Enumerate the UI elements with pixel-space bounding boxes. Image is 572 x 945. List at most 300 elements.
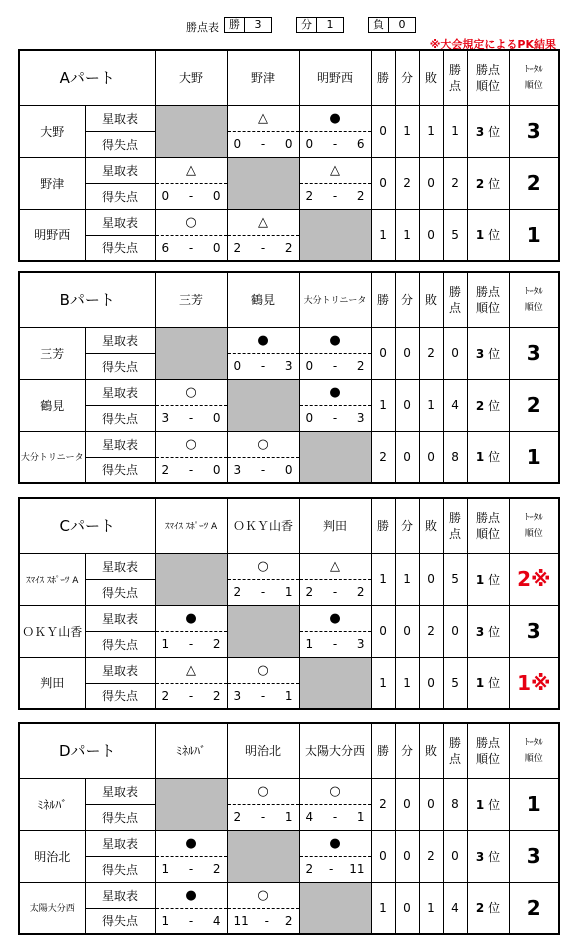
result-mark: ● (299, 605, 371, 631)
header-wins: 勝 (371, 498, 395, 553)
wins: 0 (371, 605, 395, 657)
header-losses: 敗 (419, 498, 443, 553)
score (228, 359, 299, 373)
self-cell (299, 882, 371, 934)
header-points-line1: 勝 (449, 510, 462, 525)
draws: 0 (395, 327, 419, 379)
score (156, 189, 227, 203)
score-for: 2 (161, 462, 170, 477)
team-header: 判田 (299, 498, 371, 553)
wins: 2 (371, 778, 395, 830)
header-losses: 敗 (419, 723, 443, 778)
score-cell (299, 631, 371, 657)
header-points-line2: 点 (449, 78, 462, 93)
points: 4 (443, 379, 467, 431)
header-total-rank (509, 498, 559, 553)
part-name: Dパート (19, 723, 155, 778)
score-dash: - (260, 359, 266, 373)
header-wins: 勝 (371, 50, 395, 105)
header-points-rank (467, 723, 509, 778)
header-rank-line2: 順位 (476, 300, 501, 315)
points: 5 (443, 209, 467, 261)
goal-label: 得失点 (85, 631, 155, 657)
wins: 0 (371, 157, 395, 209)
score (156, 689, 227, 703)
score-against: 3 (356, 411, 365, 425)
header-draws: 分 (395, 498, 419, 553)
rank-unit: 位 (488, 398, 501, 413)
star-label: 星取表 (85, 553, 155, 579)
header-points (443, 272, 467, 327)
points-rank (467, 553, 509, 605)
result-mark: ● (155, 830, 227, 856)
star-label: 星取表 (85, 778, 155, 804)
score-dash: - (260, 240, 266, 255)
star-label: 星取表 (85, 379, 155, 405)
team-header: ﾐﾈﾙﾊﾞ (155, 723, 227, 778)
header-total-line2: 順位 (524, 753, 543, 764)
header-points (443, 498, 467, 553)
header-rank-line2: 順位 (476, 526, 501, 541)
header-points-rank (467, 50, 509, 105)
header-wins: 勝 (371, 723, 395, 778)
wins: 1 (371, 882, 395, 934)
score-dash: - (188, 189, 194, 203)
total-rank: 2※ (509, 553, 559, 605)
header-points-line1: 勝 (449, 62, 462, 77)
result-mark: ● (299, 830, 371, 856)
team-name: 明治北 (19, 830, 85, 882)
score-dash: - (188, 462, 194, 477)
result-mark: ○ (227, 431, 299, 457)
score (300, 810, 371, 824)
score-against: 2 (356, 189, 365, 203)
total-rank: 1 (509, 209, 559, 261)
header-total-line2: 順位 (524, 302, 543, 313)
rank-unit: 位 (488, 346, 501, 361)
score-for: 3 (161, 411, 170, 425)
part-table (18, 271, 560, 484)
score-against: 11 (349, 862, 365, 876)
points-rank (467, 379, 509, 431)
rank-unit: 位 (488, 849, 501, 864)
legend-loss-points: 0 (388, 18, 415, 32)
score-for: 0 (305, 137, 314, 151)
header-rank-line2: 順位 (475, 751, 500, 766)
legend-win-box (224, 17, 272, 33)
score-against: 1 (356, 810, 365, 824)
losses: 1 (419, 882, 443, 934)
losses: 2 (419, 605, 443, 657)
score-against: 2 (284, 240, 293, 255)
score-against: 0 (284, 462, 293, 477)
result-mark: ● (155, 605, 227, 631)
rank-number: 1 (475, 676, 485, 691)
score (156, 463, 227, 477)
score-dash: - (332, 137, 338, 151)
star-label: 星取表 (85, 157, 155, 183)
draws: 0 (395, 379, 419, 431)
header-rank-line1: 勝点 (476, 510, 501, 525)
self-cell (155, 778, 227, 830)
rank-unit: 位 (488, 228, 501, 243)
team-header: ｽﾏｲｽ ｽﾎﾟｰﾂ A (155, 498, 227, 553)
star-label: 星取表 (85, 327, 155, 353)
wins: 0 (371, 105, 395, 157)
score-cell (299, 579, 371, 605)
rank-unit: 位 (488, 901, 501, 916)
score-cell (155, 457, 227, 483)
points-rank (467, 157, 509, 209)
score-against: 2 (212, 637, 221, 651)
team-header: 三芳 (155, 272, 227, 327)
self-cell (155, 553, 227, 605)
points-rank (467, 882, 509, 934)
rank-unit: 位 (488, 176, 501, 191)
points-rank (467, 605, 509, 657)
score-cell (299, 856, 371, 882)
legend-draw-label: 分 (301, 18, 312, 31)
legend-draw-box (296, 17, 344, 33)
wins: 0 (371, 327, 395, 379)
points-legend (0, 17, 572, 35)
result-mark: ● (299, 379, 371, 405)
wins: 1 (371, 553, 395, 605)
total-rank: 3 (509, 327, 559, 379)
score-against: 0 (212, 411, 221, 425)
header-total-line1: ﾄｰﾀﾙ (524, 737, 543, 748)
score-against: 3 (284, 359, 293, 373)
part-name: Cパート (19, 498, 155, 553)
score-for: 2 (305, 862, 314, 876)
result-mark: △ (227, 105, 299, 131)
rank-unit: 位 (488, 676, 501, 691)
score-against: 6 (356, 137, 365, 151)
wins: 1 (371, 209, 395, 261)
header-total-line2: 順位 (524, 528, 543, 539)
rank-number: 1 (475, 228, 485, 243)
legend-win-points: 3 (244, 18, 271, 32)
score-cell (227, 908, 299, 934)
goal-label: 得失点 (85, 579, 155, 605)
team-name: ｽﾏｲｽ ｽﾎﾟｰﾂ A (19, 553, 85, 605)
score-against: 0 (212, 240, 221, 255)
team-header: ＯＫＹ山香 (227, 498, 299, 553)
score-for: 11 (233, 913, 249, 928)
score-cell (155, 631, 227, 657)
score-against: 2 (356, 585, 365, 599)
score-dash: - (260, 688, 266, 703)
result-mark: ○ (155, 431, 227, 457)
header-total-rank (509, 723, 559, 778)
header-draws: 分 (395, 723, 419, 778)
points: 2 (443, 157, 467, 209)
result-mark: △ (299, 553, 371, 579)
score-dash: - (260, 585, 266, 599)
total-rank: 3 (509, 830, 559, 882)
legend-loss-label: 負 (373, 18, 384, 31)
header-points-line1: 勝 (449, 284, 462, 299)
draws: 1 (395, 209, 419, 261)
score-dash: - (332, 585, 338, 599)
result-mark: △ (155, 657, 227, 683)
goal-label: 得失点 (85, 131, 155, 157)
star-label: 星取表 (85, 830, 155, 856)
header-losses: 敗 (419, 50, 443, 105)
total-rank: 1 (509, 778, 559, 830)
team-name: 三芳 (19, 327, 85, 379)
score (300, 862, 371, 876)
result-mark: △ (227, 209, 299, 235)
team-name: 野津 (19, 157, 85, 209)
total-rank: 1 (509, 431, 559, 483)
goal-label: 得失点 (85, 183, 155, 209)
score-for: 2 (305, 189, 314, 203)
score-dash: - (188, 862, 194, 876)
points: 5 (443, 657, 467, 709)
header-points (443, 50, 467, 105)
result-mark: ● (155, 882, 227, 908)
losses: 0 (419, 553, 443, 605)
score-against: 2 (212, 688, 221, 703)
result-mark: ○ (155, 209, 227, 235)
header-total-rank (509, 50, 559, 105)
team-header: 明治北 (227, 723, 299, 778)
draws: 0 (395, 882, 419, 934)
score (156, 914, 227, 928)
score (156, 637, 227, 651)
score-for: 4 (305, 810, 314, 824)
team-name: 太陽大分西 (19, 882, 85, 934)
rank-number: 3 (475, 849, 485, 864)
losses: 0 (419, 157, 443, 209)
points-rank (467, 830, 509, 882)
team-name: 大野 (19, 105, 85, 157)
draws: 0 (395, 830, 419, 882)
score-for: 1 (161, 913, 170, 928)
rank-unit: 位 (488, 450, 501, 465)
score-against: 3 (356, 637, 365, 651)
wins: 0 (371, 830, 395, 882)
score-for: 2 (305, 585, 314, 599)
score-for: 1 (305, 637, 314, 651)
points-rank (467, 327, 509, 379)
points: 8 (443, 778, 467, 830)
team-header: 鶴見 (227, 272, 299, 327)
header-losses: 敗 (419, 272, 443, 327)
self-cell (227, 379, 299, 431)
self-cell (227, 157, 299, 209)
rank-number: 3 (475, 624, 485, 639)
header-draws: 分 (395, 272, 419, 327)
score-against: 1 (284, 688, 293, 703)
star-label: 星取表 (85, 431, 155, 457)
star-label: 星取表 (85, 657, 155, 683)
score-for: 1 (161, 862, 170, 876)
points: 0 (443, 830, 467, 882)
score-cell (155, 908, 227, 934)
points-rank (467, 657, 509, 709)
total-rank: 2 (509, 157, 559, 209)
score-against: 0 (284, 137, 293, 151)
team-header: 明野西 (299, 50, 371, 105)
score-cell (299, 353, 371, 379)
score (300, 189, 371, 203)
score (228, 914, 299, 928)
score (228, 585, 299, 599)
score (300, 411, 371, 425)
header-rank-line2: 順位 (476, 78, 501, 93)
draws: 1 (395, 105, 419, 157)
result-mark: ○ (299, 778, 371, 804)
score-cell (155, 183, 227, 209)
wins: 1 (371, 657, 395, 709)
draws: 0 (395, 431, 419, 483)
total-rank: 2 (509, 379, 559, 431)
losses: 2 (419, 830, 443, 882)
points-rank (467, 431, 509, 483)
self-cell (155, 105, 227, 157)
score (228, 463, 299, 477)
result-mark: ○ (155, 379, 227, 405)
losses: 0 (419, 657, 443, 709)
rank-unit: 位 (488, 797, 501, 812)
score-cell (227, 683, 299, 709)
score-dash: - (332, 810, 338, 824)
score-against: 2 (284, 913, 293, 928)
header-wins: 勝 (371, 272, 395, 327)
goal-label: 得失点 (85, 683, 155, 709)
pk-note: ※大会規定によるPK結果 (429, 38, 556, 51)
goal-label: 得失点 (85, 856, 155, 882)
self-cell (227, 605, 299, 657)
losses: 0 (419, 209, 443, 261)
rank-number: 3 (475, 124, 485, 139)
result-mark: ○ (227, 553, 299, 579)
header-total-rank (509, 272, 559, 327)
header-points-line1: 勝 (448, 735, 461, 750)
team-name: 鶴見 (19, 379, 85, 431)
score-dash: - (260, 462, 266, 477)
score-cell (227, 804, 299, 830)
score-for: 0 (233, 359, 242, 373)
score-dash: - (329, 862, 334, 876)
header-points-rank (467, 272, 509, 327)
score-for: 3 (233, 462, 242, 477)
header-points-line2: 点 (448, 751, 461, 766)
result-mark: ● (299, 105, 371, 131)
self-cell (299, 657, 371, 709)
points: 0 (443, 605, 467, 657)
points-rank (467, 209, 509, 261)
result-mark: ○ (227, 657, 299, 683)
score-for: 2 (233, 585, 242, 599)
score-cell (227, 353, 299, 379)
wins: 1 (371, 379, 395, 431)
score-cell (155, 235, 227, 261)
rank-unit: 位 (488, 572, 501, 587)
draws: 0 (395, 778, 419, 830)
score-dash: - (264, 913, 269, 928)
header-points-rank (467, 498, 509, 553)
result-mark: ○ (227, 778, 299, 804)
result-mark: ● (299, 327, 371, 353)
score-against: 0 (212, 189, 221, 203)
header-points-line2: 点 (449, 300, 462, 315)
wins: 2 (371, 431, 395, 483)
self-cell (155, 327, 227, 379)
score-against: 0 (212, 462, 221, 477)
star-label: 星取表 (85, 209, 155, 235)
score-cell (155, 856, 227, 882)
team-header: 大野 (155, 50, 227, 105)
score (300, 137, 371, 151)
score-for: 6 (161, 240, 170, 255)
header-points-line2: 点 (449, 526, 462, 541)
points: 5 (443, 553, 467, 605)
score-cell (299, 131, 371, 157)
part-table (18, 497, 560, 710)
result-mark: △ (299, 157, 371, 183)
star-label: 星取表 (85, 105, 155, 131)
score-for: 0 (305, 359, 314, 373)
goal-label: 得失点 (85, 235, 155, 261)
score-dash: - (332, 359, 338, 373)
total-rank: 2 (509, 882, 559, 934)
score-for: 1 (161, 637, 170, 651)
header-total-line1: ﾄｰﾀﾙ (524, 286, 543, 297)
header-rank-line1: 勝点 (475, 735, 500, 750)
team-header: 野津 (227, 50, 299, 105)
star-label: 星取表 (85, 882, 155, 908)
team-name: 大分トリニータ (19, 431, 85, 483)
result-mark: ○ (227, 882, 299, 908)
legend-loss-box (368, 17, 416, 33)
total-rank: 3 (509, 605, 559, 657)
losses: 0 (419, 431, 443, 483)
score (300, 637, 371, 651)
self-cell (299, 209, 371, 261)
score-for: 0 (233, 137, 242, 151)
points-rank (467, 105, 509, 157)
score-dash: - (332, 189, 338, 203)
rank-number: 2 (475, 901, 485, 916)
self-cell (299, 431, 371, 483)
star-label: 星取表 (85, 605, 155, 631)
score-dash: - (260, 137, 266, 151)
goal-label: 得失点 (85, 804, 155, 830)
total-rank: 3 (509, 105, 559, 157)
draws: 1 (395, 657, 419, 709)
draws: 2 (395, 157, 419, 209)
team-name: 判田 (19, 657, 85, 709)
part-name: Bパート (19, 272, 155, 327)
score (228, 810, 299, 824)
goal-label: 得失点 (85, 405, 155, 431)
header-draws: 分 (395, 50, 419, 105)
score-dash: - (260, 810, 266, 824)
header-rank-line1: 勝点 (476, 62, 501, 77)
header-total-line1: ﾄｰﾀﾙ (524, 64, 543, 75)
rank-number: 2 (475, 398, 485, 413)
points: 4 (443, 882, 467, 934)
losses: 0 (419, 778, 443, 830)
losses: 2 (419, 327, 443, 379)
score-cell (155, 405, 227, 431)
rank-number: 1 (475, 572, 485, 587)
score-against: 2 (356, 359, 365, 373)
score-against: 1 (284, 810, 293, 824)
